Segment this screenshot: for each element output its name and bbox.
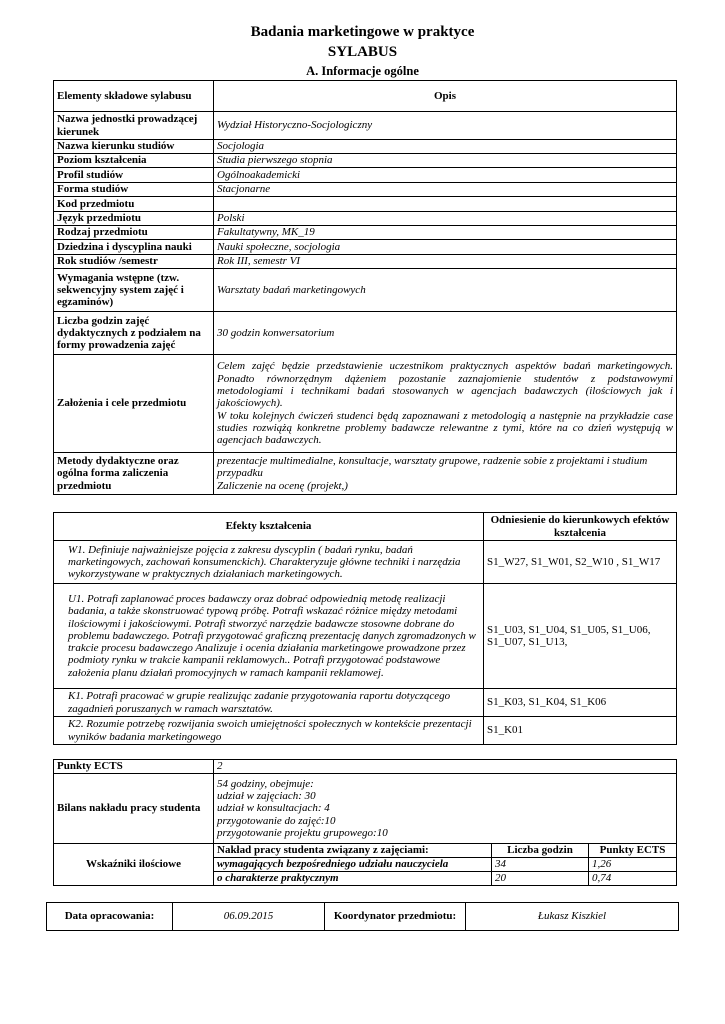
goals-label: Założenia i cele przedmiotu xyxy=(54,355,214,453)
goals-paragraph-1: Celem zajęć będzie przedstawienie uczestnikom praktycznych aspektów badań marketingowych. Ponadto równorzędnym dążeniem pozostanie zaznajomienie studentów z podstawowymi metodologiami i technikami badań stosowanych w agencjach badawczych (ilościowych jak i jakościowych). xyxy=(217,360,673,410)
effect-text: K1. Potrafi pracować w grupie realizując zadanie przygotowania raportu dotyczącego zagadnień poruszanych w ramach warsztatów. xyxy=(54,689,484,717)
methods-description xyxy=(214,453,677,495)
indicators-head-ects: Punkty ECTS xyxy=(589,844,677,858)
effects-head-left: Efekty kształcenia xyxy=(54,513,484,541)
row-value: Polski xyxy=(214,212,677,226)
row-value: Wydział Historyczno-Socjologiczny xyxy=(214,112,677,140)
ects-points-label: Punkty ECTS xyxy=(54,760,214,774)
indicator-row-hours: 20 xyxy=(492,872,589,886)
general-head-left: Elementy składowe sylabusu xyxy=(54,81,214,112)
indicator-row-label: o charakterze praktycznym xyxy=(214,872,492,886)
row-label: Nazwa jednostki prowadzącej kierunek xyxy=(54,112,214,140)
row-label: Forma studiów xyxy=(54,183,214,197)
row-value: Socjologia xyxy=(214,140,677,154)
indicators-label: Wskaźniki ilościowe xyxy=(54,844,214,886)
row-label: Liczba godzin zajęć dydaktycznych z podziałem na formy prowadzenia zajęć xyxy=(54,312,214,355)
workload-line: udział w zajęciach: 30 xyxy=(217,790,316,803)
goals-paragraph-2: W toku kolejnych ćwiczeń studenci będą zapoznawani z metodologią a następnie na przykładzie case studies rozwiążą konkretne problemy badawcze relewantne z tymi, które na co dzień występują w agencjach badawczych. xyxy=(217,409,673,447)
ects-points-value: 2 xyxy=(214,760,677,774)
effect-reference: S1_K01 xyxy=(484,717,677,745)
row-label: Rodzaj przedmiotu xyxy=(54,226,214,240)
general-info-table xyxy=(53,80,677,495)
row-label: Profil studiów xyxy=(54,168,214,183)
document-subtitle: SYLABUS xyxy=(327,44,398,60)
effect-reference: S1_U03, S1_U04, S1_U05, S1_U06, S1_U07, S1_U13, xyxy=(484,584,677,689)
workload-label: Bilans nakładu pracy studenta xyxy=(54,774,214,844)
row-label: Wymagania wstępne (tzw. sekwencyjny system zajęć i egzaminów) xyxy=(54,269,214,312)
workload-line: 54 godziny, obejmuje: xyxy=(217,777,314,790)
effect-reference: S1_W27, S1_W01, S2_W10 , S1_W17 xyxy=(484,541,677,584)
row-value: 30 godzin konwersatorium xyxy=(214,312,677,355)
date-value: 06.09.2015 xyxy=(173,903,325,931)
indicator-row-ects: 1,26 xyxy=(589,858,677,872)
row-label: Dziedzina i dyscyplina nauki xyxy=(54,240,214,255)
methods-paragraph-1: prezentacje multimedialne, konsultacje, warsztaty grupowe, radzenie sobie z projektami i studium przypadku xyxy=(217,455,648,480)
date-label: Data opracowania: xyxy=(47,903,173,931)
workload-line: przygotowanie projektu grupowego:10 xyxy=(217,826,388,839)
indicator-row-ects: 0,74 xyxy=(589,872,677,886)
row-value: Studia pierwszego stopnia xyxy=(214,154,677,168)
general-head-right: Opis xyxy=(214,81,677,112)
effect-reference: S1_K03, S1_K04, S1_K06 xyxy=(484,689,677,717)
row-label: Rok studiów /semestr xyxy=(54,255,214,269)
row-value: Ogólnoakademicki xyxy=(214,168,677,183)
indicators-head-effort: Nakład pracy studenta związany z zajęciami: xyxy=(214,844,492,858)
section-heading: A. Informacje ogólne xyxy=(306,64,419,78)
learning-outcomes-table xyxy=(53,512,677,745)
row-label: Poziom kształcenia xyxy=(54,154,214,168)
ects-table xyxy=(53,759,677,886)
coordinator-label: Koordynator przedmiotu: xyxy=(325,903,466,931)
effect-text: K2. Rozumie potrzebę rozwijania swoich umiejętności społecznych w kontekście prezentacji wyników badania marketingowego xyxy=(54,717,484,745)
methods-paragraph-2: Zaliczenie na ocenę (projekt,) xyxy=(217,479,348,492)
effect-text: U1. Potrafi zaplanować proces badawczy oraz dobrać odpowiednią metodę realizacji badania, a także skonstruować typową próbę. Potrafi wskazać różnice między metodami ilościowymi i jakościowymi. Potrafi stworzyć narzędzie badawcze stosowne dobrane do problemu badawczego. Potrafi przygotować graficzną prezentację danych zgromadzonych w trakcie procesu badawczego Analizuje i ocenia działania marketingowe prowadzone przez podmioty rynku w trakcie kampanii reklamowych.. Potrafi przygotować podstawowe założenia planu działań promocyjnych w ramach kampanii reklamowej. xyxy=(54,584,484,689)
workload-breakdown xyxy=(214,774,677,844)
indicators-head-hours: Liczba godzin xyxy=(492,844,589,858)
indicator-row-hours: 34 xyxy=(492,858,589,872)
indicator-row-label: wymagających bezpośredniego udziału nauczyciela xyxy=(214,858,492,872)
goals-description xyxy=(214,355,677,453)
row-label: Język przedmiotu xyxy=(54,212,214,226)
footer-table xyxy=(46,902,679,931)
row-value: Fakultatywny, MK_19 xyxy=(214,226,677,240)
workload-line: przygotowanie do zajęć:10 xyxy=(217,814,336,827)
coordinator-value: Łukasz Kiszkiel xyxy=(466,903,679,931)
row-value: Rok III, semestr VI xyxy=(214,255,677,269)
effect-text: W1. Definiuje najważniejsze pojęcia z zakresu dyscyplin ( badań rynku, badań marketingowych, zachowań konsumenckich). Charakteryzuje główne techniki i narzędzia wykorzystywane w praktycznych działaniach marketingowych. xyxy=(54,541,484,584)
row-label: Nazwa kierunku studiów xyxy=(54,140,214,154)
document-title: Badania marketingowe w praktyce xyxy=(250,24,475,40)
row-value: Stacjonarne xyxy=(214,183,677,197)
row-value xyxy=(214,197,677,212)
row-label: Kod przedmiotu xyxy=(54,197,214,212)
workload-line: udział w konsultacjach: 4 xyxy=(217,802,330,815)
row-value: Nauki społeczne, socjologia xyxy=(214,240,677,255)
methods-label: Metody dydaktyczne oraz ogólna forma zaliczenia przedmiotu xyxy=(54,453,214,495)
effects-head-right: Odniesienie do kierunkowych efektów kształcenia xyxy=(484,513,677,541)
row-value: Warsztaty badań marketingowych xyxy=(214,269,677,312)
